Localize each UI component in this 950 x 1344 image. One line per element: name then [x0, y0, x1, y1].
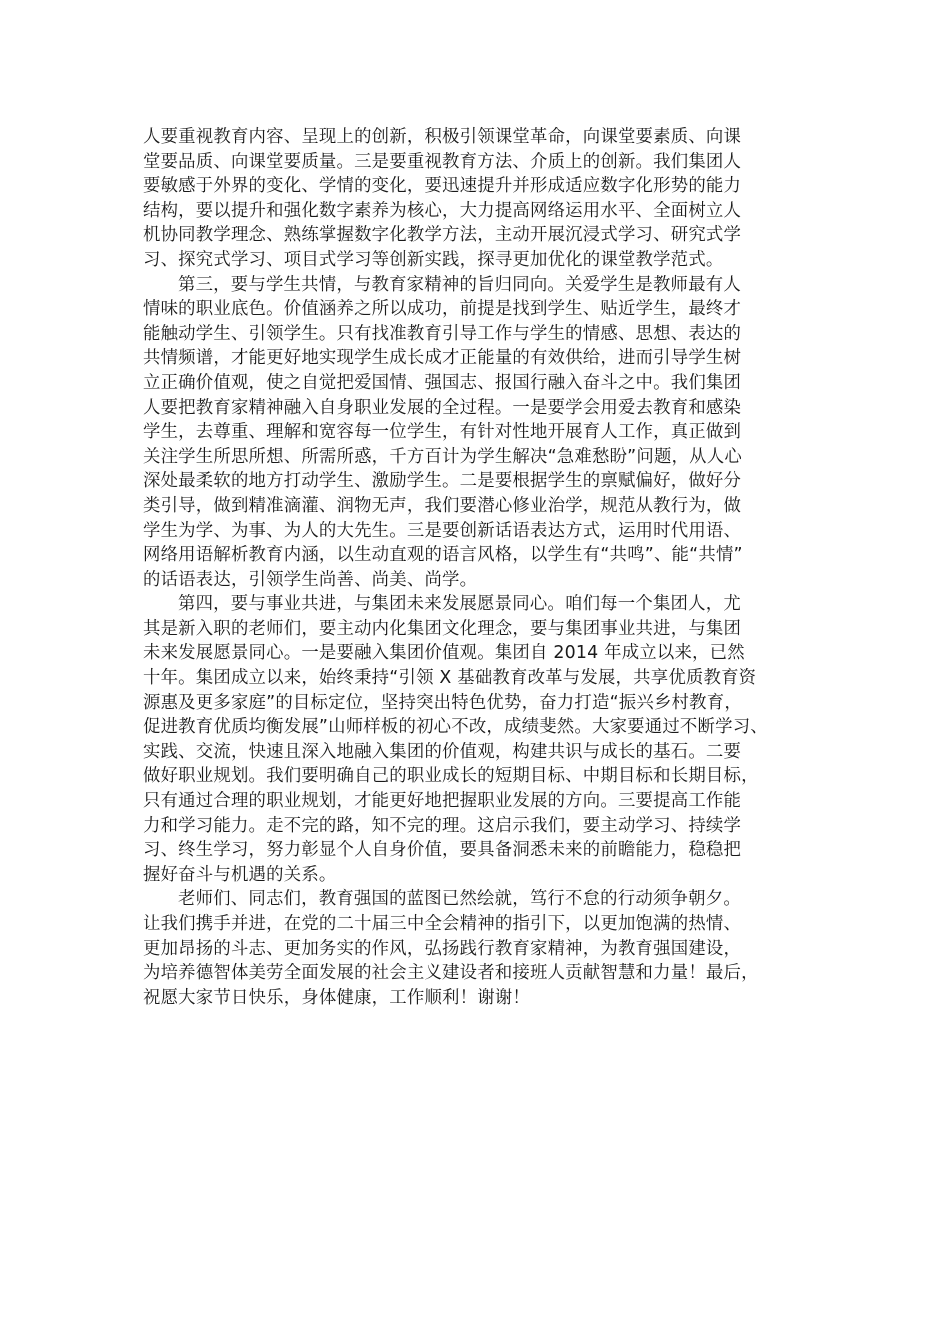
text-line: 其是新入职的老师们，要主动内化集团文化理念，要与集团事业共进，与集团	[143, 618, 742, 639]
paragraph-first-line: 老师们、同志们，教育强国的蓝图已然绘就，笃行不怠的行动须争朝夕。	[178, 889, 741, 910]
text-line: 只有通过合理的职业规划，才能更好地把握职业发展的方向。三要提高工作能	[143, 791, 742, 812]
paragraph-first-line: 第四，要与事业共进，与集团未来发展愿景同心。咱们每一个集团人，尤	[178, 594, 741, 615]
text-line: 习、探究式学习、项目式学习等创新实践，探寻更加优化的课堂教学范式。	[143, 249, 724, 270]
text-line: 人要重视教育内容、呈现上的创新，积极引领课堂革命，向课堂要素质、向课	[143, 127, 742, 147]
text-line: 的话语表达，引领学生尚善、尚美、尚学。	[143, 569, 478, 590]
text-line: 更加昂扬的斗志、更加务实的作风，弘扬践行教育家精神，为教育强国建设，	[143, 938, 742, 959]
text-line: 结构，要以提升和强化数字素养为核心，大力提高网络运用水平、全面树立人	[143, 200, 742, 221]
text-line: 祝愿大家节日快乐，身体健康，工作顺利！谢谢！	[143, 987, 530, 1008]
document-body	[143, 125, 833, 1010]
text-line: 深处最柔软的地方打动学生、激励学生。二是要根据学生的禀赋偏好，做好分	[143, 471, 742, 492]
text-line: 促进教育优质均衡发展”山师样板的初心不改，成绩斐然。大家要通过不断学习、	[143, 717, 768, 738]
text-line: 机协同教学理念、熟练掌握数字化教学方法，主动开展沉浸式学习、研究式学	[143, 225, 742, 246]
text-line: 未来发展愿景同心。一是要融入集团价值观。集团自 2014 年成立以来，已然	[143, 643, 745, 664]
text-line: 源惠及更多家庭”的目标定位，坚持突出特色优势，奋力打造“振兴乡村教育，	[143, 692, 742, 713]
text-line: 共情频谱，才能更好地实现学生成长成才正能量的有效供给，进而引导学生树	[143, 348, 742, 369]
text-line: 实践、交流，快速且深入地融入集团的价值观，构建共识与成长的基石。二要	[143, 741, 742, 762]
text-line: 能触动学生、引领学生。只有找准教育引导工作与学生的情感、思想、表达的	[143, 323, 742, 344]
text-line: 学生为学、为事、为人的大先生。三是要创新话语表达方式，运用时代用语、	[143, 520, 742, 541]
text-line: 握好奋斗与机遇的关系。	[143, 864, 337, 885]
text-line: 习、终生学习，努力彰显个人自身价值，要具备洞悉未来的前瞻能力，稳稳把	[143, 840, 742, 861]
text-line: 堂要品质、向课堂要质量。三是要重视教育方法、介质上的创新。我们集团人	[143, 151, 742, 172]
text-line: 关注学生所思所想、所需所惑，千方百计为学生解决“急难愁盼”问题，从人心	[143, 446, 742, 467]
text-line: 立正确价值观，使之自觉把爱国情、强国志、报国行融入奋斗之中。我们集团	[143, 372, 742, 393]
text-line: 类引导，做到精准滴灌、润物无声，我们要潜心修业治学，规范从教行为，做	[143, 495, 742, 516]
text-line: 十年。集团成立以来，始终秉持“引领 X 基础教育改革与发展，共享优质教育资	[143, 668, 757, 689]
text-line: 做好职业规划。我们要明确自己的职业成长的短期目标、中期目标和长期目标，	[143, 766, 759, 787]
text-line: 学生，去尊重、理解和宽容每一位学生，有针对性地开展育人工作，真正做到	[143, 422, 742, 443]
paragraph-first-line: 第三，要与学生共情，与教育家精神的旨归同向。关爱学生是教师最有人	[178, 274, 741, 295]
text-line: 让我们携手并进，在党的二十届三中全会精神的指引下，以更加饱满的热情、	[143, 914, 742, 934]
text-line: 人要把教育家精神融入自身职业发展的全过程。一是要学会用爱去教育和感染	[143, 397, 742, 418]
text-line: 情味的职业底色。价值涵养之所以成功，前提是找到学生、贴近学生，最终才	[143, 299, 742, 320]
text-line: 力和学习能力。走不完的路，知不完的理。这启示我们，要主动学习、持续学	[143, 815, 742, 836]
text-line: 网络用语解析教育内涵，以生动直观的语言风格，以学生有“共鸣”、能“共情”	[143, 545, 743, 566]
text-line: 要敏感于外界的变化、学情的变化，要迅速提升并形成适应数字化形势的能力	[143, 176, 742, 197]
text-line: 为培养德智体美劳全面发展的社会主义建设者和接班人贡献智慧和力量！最后，	[143, 963, 759, 984]
